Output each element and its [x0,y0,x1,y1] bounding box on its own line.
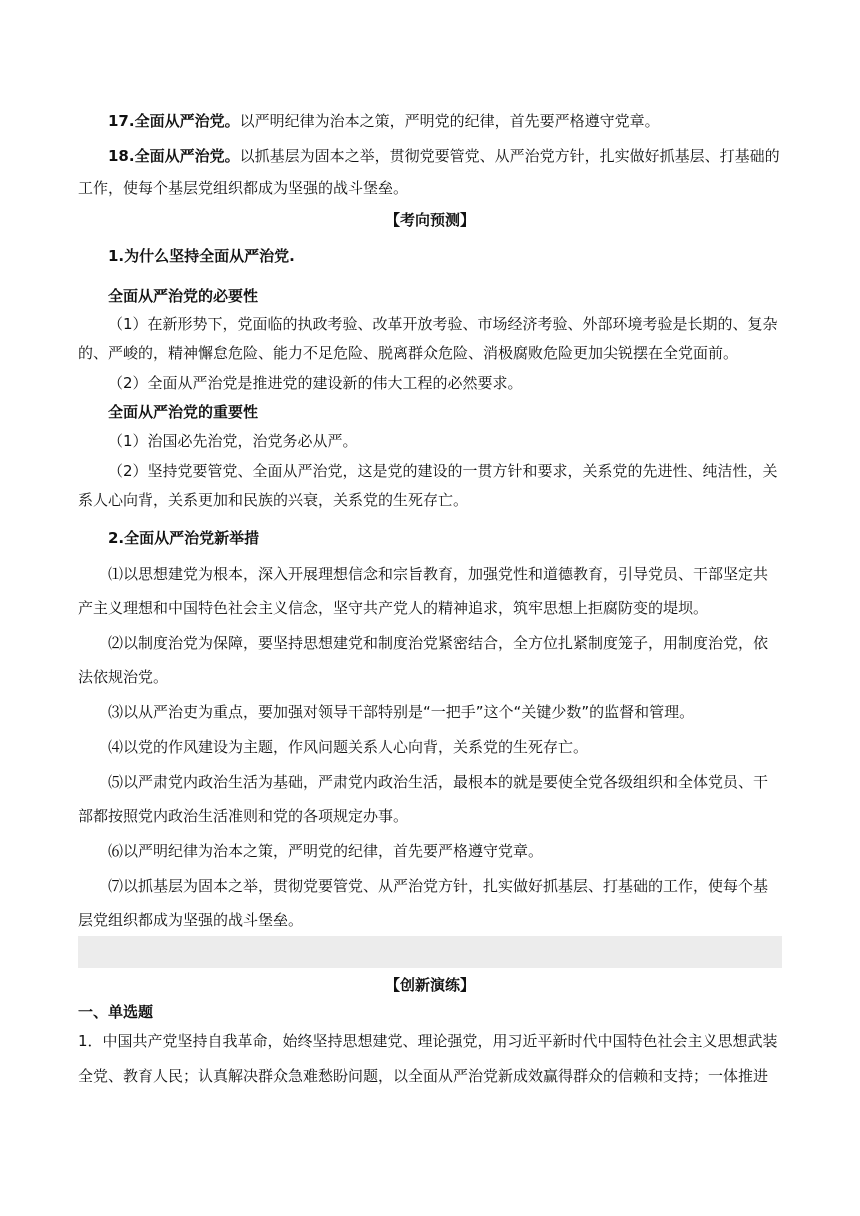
section-heading-kaoxiang: 【考向预测】 [384,211,475,229]
measure-4: ⑷以党的作风建设为主题，作风问题关系人心向背，关系党的生死存亡。 [108,738,589,756]
necessity-p1-line2: 的、严峻的，精神懈怠危险、能力不足危险、脱离群众危险、消极腐败危险更加尖锐摆在全党面前。 [78,344,739,362]
importance-heading: 全面从严治党的重要性 [108,403,259,421]
para-17-lead: 17.全面从严治党。 [108,112,240,130]
measure-7-line2: 层党组织都成为坚强的战斗堡垒。 [78,911,304,929]
necessity-p1-line1: （1）在新形势下，党面临的执政考验、改革开放考验、市场经济考验、外部环境考验是长期的、复杂 [108,315,778,333]
measure-5-line1: ⑸以严肃党内政治生活为基础，严肃党内政治生活，最根本的就是要使全党各级组织和全体党员、干 [108,773,769,791]
measure-5-line2: 部都按照党内政治生活准则和党的各项规定办事。 [78,807,409,825]
para-18-lead: 18.全面从严治党。 [108,147,240,165]
measure-6: ⑹以严明纪律为治本之策，严明党的纪律，首先要严格遵守党章。 [108,842,544,860]
single-choice-heading: 一、单选题 [78,1003,154,1021]
para-18-line1 [108,146,780,166]
question-title-2: 2.全面从严治党新举措 [108,529,260,547]
measure-7-line1: ⑺以抓基层为固本之举，贯彻党要管党、从严治党方针，扎实做好抓基层、打基础的工作，使每个基 [108,877,769,895]
measure-1-line1: ⑴以思想建党为根本，深入开展理想信念和宗旨教育，加强党性和道德教育，引导党员、干部坚定共 [108,565,769,583]
measure-3: ⑶以从严治吏为重点，要加强对领导干部特别是“一把手”这个“关键少数”的监督和管理。 [108,703,695,721]
measure-2-line1: ⑵以制度治党为保障，要坚持思想建党和制度治党紧密结合，全方位扎紧制度笼子，用制度治党，依 [108,634,769,652]
section-heading-chuangxin: 【创新演练】 [384,976,475,994]
question-1-line2: 全党、教育人民；认真解决群众急难愁盼问题，以全面从严治党新成效赢得群众的信赖和支持；一体推进 [78,1067,769,1085]
para-17 [108,111,660,131]
measure-1-line2: 产主义理想和中国特色社会主义信念，坚守共产党人的精神追求，筑牢思想上拒腐防变的堤坝。 [78,599,709,617]
question-1-line1: 1．中国共产党坚持自我革命，始终坚持思想建党、理论强党，用习近平新时代中国特色社会主义思想武装 [78,1032,778,1050]
importance-p2-line2: 系人心向背，关系更加和民族的兴衰，关系党的生死存亡。 [78,491,469,509]
para-18-line2: 工作，使每个基层党组织都成为坚强的战斗堡垒。 [78,179,409,197]
necessity-heading: 全面从严治党的必要性 [108,287,259,305]
importance-p2-line1: （2）坚持党要管党、全面从严治党，这是党的建设的一贯方针和要求，关系党的先进性、纯洁性，关 [108,462,778,480]
para-17-text: 以严明纪律为治本之策，严明党的纪律，首先要严格遵守党章。 [239,112,660,130]
necessity-p2: （2）全面从严治党是推进党的建设新的伟大工程的必然要求。 [108,374,523,392]
section-divider-band [78,936,782,968]
importance-p1: （1）治国必先治党，治党务必从严。 [108,432,358,450]
para-18-text: 以抓基层为固本之举，贯彻党要管党、从严治党方针，扎实做好抓基层、打基础的 [239,147,780,165]
question-title-1: 1.为什么坚持全面从严治党. [108,247,295,265]
measure-2-line2: 法依规治党。 [78,668,169,686]
